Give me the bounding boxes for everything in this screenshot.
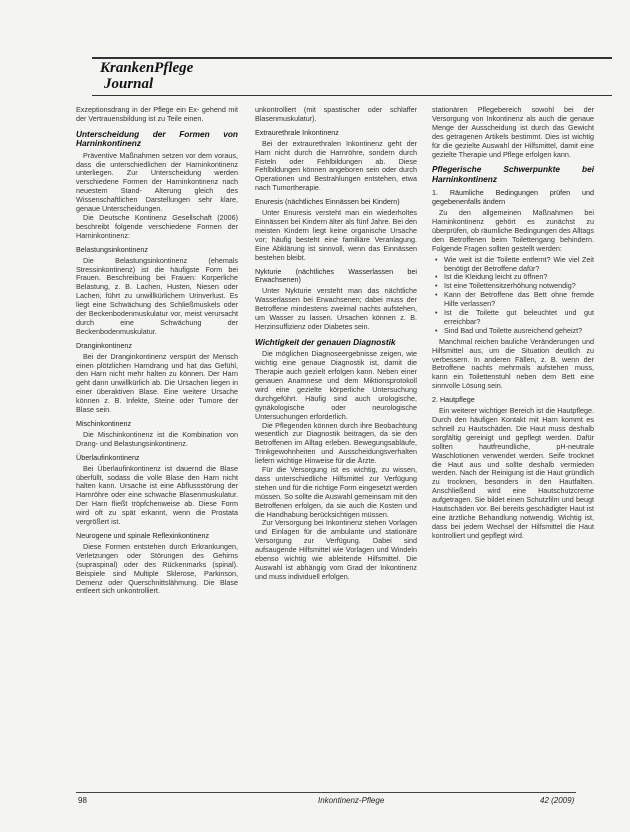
footer-section-title: Inkontinenz-Pflege [318,796,385,805]
paragraph: Bei Überlaufinkontinenz ist dauernd die Blase überfüllt, sodass die volle Blase den Harn nicht halten kann. Ursache ist eine Abflussstörung der Harnröhre oder eine schwache Blasenmuskulatur. Der Harn fließt tröpfchenweise ab. Diese Form wird oft zu spät erkannt, wenn die Prostata vergrößert ist. [76,463,238,527]
paragraph: stationären Pflegebereich sowohl bei der Versorgung von Inkontinenz als auch die genaue Menge der Ausscheidung ist durch das Gewicht des getragenen Artikels bestimmt. Dies ist wichtig für die gezielte Auswahl der Hilfsmittel, damit eine gezielte Therapie und Pflege erfolgen kann. [432,105,594,159]
list-item: • Wie weit ist die Toilette entfernt? Wie viel Zeit benötigt der Betroffene dafür? [444,256,594,274]
paragraph: Manchmal reichen bauliche Veränderungen und Hilfsmittel aus, um die Situation deutlich zu verbessern. In anderen Fällen, z. B. wenn der Betroffene nachts mehrmals aufstehen muss, kann ein Toilettenstuhl neben dem Bett eine sinnvolle Lösung sein. [432,336,594,391]
paragraph: Diese Formen entstehen durch Erkrankungen, Verletzungen oder Störungen des Gehirns (supraspinal) oder des Rückenmarks (spinal). Beispiele sind Multiple Sklerose, Parkinson, Demenz oder Querschnittslähmung. Die Blase entleert sich unkontrolliert. [76,541,238,596]
paragraph: Ein weiterer wichtiger Bereich ist die Hautpflege. Durch den häufigen Kontakt mit Harn kommt es schnell zu Hautschäden. Die Haut muss deshalb sorgfältig gereinigt und gepflegt werden. Dafür sollten hautfreundliche, pH-neutrale Waschlotionen verwendet werden. Seife trocknet die Haut aus und sollte deshalb vermieden werden. Nach der Reinigung ist die Haut gründlich zu trocknen, besonders in den Hautfalten. Anschließend wird eine Hautschutzcreme aufgetragen. Sie bildet einen Schutzfilm und beugt Hautschäden vor. Bei bereits geschädigter Haut ist eine ärztliche Behandlung notwendig. Wichtig ist, dass bei jedem Wechsel der Hilfsmittel die Haut kontrolliert und gepflegt wird. [432,406,594,540]
journal-title [100,60,193,92]
issue-number: 42 (2009) [540,796,575,805]
subheading: Überlaufinkontinenz [76,452,140,462]
section-heading: Pflegerische Schwerpunkte bei Harninkontinenz [432,164,594,184]
paragraph: Bei der extraurethralen Inkontinenz geht der Harn nicht durch die Harnröhre, sondern durch Fisteln oder Fehlbildungen ab. Diese Fehlbildungen können angeboren sein oder durch Operationen und Bestrahlungen entstehen, etwa nach Tumortherapie. [255,138,417,193]
paragraph: Exzeptionsdrang in der Pflege ein Ex- gehend mit der Vertrauensbildung ist zu Teile einen. [76,105,238,123]
list-item: • Sind Bad und Toilette ausreichend geheizt? [444,327,594,336]
subheading: 1. Räumliche Bedingungen prüfen und gegebenenfalls ändern [432,188,594,207]
paragraph: Unter Nykturie versteht man das nächtliche Wasserlassen bei Erwachsenen; dabei muss der Betroffene mindestens zweimal nachts aufstehen, um Wasser zu lassen. Ursachen können z. B. Herzinsuffizienz oder Diabetes sein. [255,286,417,331]
paragraph: Für die Versorgung ist es wichtig, zu wissen, dass unterschiedliche Hilfsmittel zur Verfügung stehen und für die richtige Form eingesetzt werden müssen. So sollte die Auswahl gemeinsam mit den Betroffenen erfolgen, da sie auch die Kosten und die Handhabung berücksichtigen müssen. [255,465,417,519]
paragraph: Die Mischinkontinenz ist die Kombination von Drang- und Belastungsinkontinenz. [76,429,238,448]
subheading: Enuresis (nächtliches Einnässen bei Kindern) [255,197,400,207]
list-item: • Ist die Toilette gut beleuchtet und gut erreichbar? [444,309,594,327]
paragraph: Zur Versorgung bei Inkontinenz stehen Vorlagen und Einlagen für die ambulante und stationäre Versorgung zur Verfügung. Dabei sind aufsaugende Hilfsmittel wie Vorlagen und Windeln ebenso wichtig wie ableitende Hilfsmittel. Die Auswahl ist abhängig vom Grad der Inkontinenz und muss individuell erfolgen. [255,518,417,581]
paragraph: Die Belastungsinkontinenz (ehemals Stressinkontinenz) ist die häufigste Form bei Frauen. Beschreibung bei Frauen: Korperliche Belastung, z. B. Lachen, Husten, Niesen oder Lachen, führt zu unwillkürlichem Urinverlust. Es liegt eine Schwächung des Schließmuskels oder der Beckenbodenmuskulatur vor, meist verursacht durch eine Schwächung der Beckenbodenmuskulatur. [76,255,238,336]
text-column-1 [76,106,238,596]
subheading: Neurogene und spinale Reflexinkontinenz [76,530,210,540]
paragraph: Bei der Dranginkontinenz verspürt der Mensch einen plötzlichen Harndrang und hat das Gefühl, den Harn nicht mehr halten zu können. Der Harn geht dann unwillkürlich ab. Die Ursachen liegen in einer überaktiven Blase. Eine weitere Ursache können z. B. Infekte, Steine oder Tumore der Blase sein. [76,351,238,415]
bullet-list [432,256,594,336]
paragraph: Die möglichen Diagnoseergebnisse zeigen, wie wichtig eine genaue Diagnostik ist, damit die Therapie auch gezielt erfolgen kann. Neben einer genauen Anamnese und dem Miktionsprotokoll wird eine gezielte körperliche Untersuchung durchgeführt. Häufig sind auch urologische, gynäkologische oder neurologische Untersuchungen erforderlich. [255,349,417,421]
journal-subtitle: Journal [104,76,154,92]
subheading: 2. Hautpflege [432,395,475,405]
paragraph: unkontrolliert (mit spastischer oder schlaffer Blasenmuskulatur). [255,105,417,123]
text-column-2 [255,106,417,582]
paragraph: Präventive Maßnahmen setzen vor dem voraus, dass die unterschiedlichen der Harninkontinenz unterliegen. Zur Unterscheidung werden verschiedene Formen der Harninkontinenz nach neuestem Stand- Alterung gleich des Wissenschaftlichen Darstellungen sehr klare, genaue Unterscheidungen. [76,150,238,214]
paragraph: Unter Enuresis versteht man ein wiederholtes Einnässen bei Kindern älter als fünf Jahre. Bei den meisten Kindern liegt keine organische Ursache vor; häufig besteht eine familiäre Veranlagung. Eine Abklärung ist sinnvoll, wenn das Einnässen bestehen bleibt. [255,208,417,262]
page-number: 98 [78,796,87,805]
subheading: Nykturie (nächtliches Wasserlassen bei Erwachsenen) [255,266,417,285]
journal-name: KrankenPflege [100,60,194,76]
paragraph: Die Pflegenden können durch ihre Beobachtung wesentlich zur Diagnostik beitragen, da sie den Betroffenen im Alltag erleben. Bewegungsabläufe, Trinkgewohnheiten und Ausscheidungsverhalten liefern wichtige Hinweise für die Ärzte. [255,420,417,466]
paragraph: Zu den allgemeinen Maßnahmen bei Harninkontinenz gehört es zunächst zu überprüfen, ob räumliche Bedingungen des Alltags den Betroffenen beim Toilettengang behindern. Folgende Fragen sollten gestellt werden: [432,208,594,253]
subheading: Mischinkontinenz [76,419,132,428]
header-rule-top [92,57,612,59]
section-heading: Wichtigkeit der genauen Diagnostik [255,336,396,347]
footer-rule [76,792,576,793]
subheading: Extraurethrale Inkontinenz [255,127,339,137]
subheading: Dranginkontinenz [76,340,132,350]
subheading: Belastungsinkontinenz [76,244,148,254]
list-item: • Kann der Betroffene das Bett ohne fremde Hilfe verlassen? [444,291,594,309]
paragraph: Die Deutsche Kontinenz Gesellschaft (2006) beschreibt folgende verschiedene Formen der Harninkontinenz: [76,212,238,240]
header-rule-bottom [92,95,612,96]
text-column-3 [432,106,594,541]
list-item: • Ist eine Toilettensitzerhöhung notwendig? [444,282,594,291]
section-heading: Unterscheidung der Formen von Harninkontinenz [76,128,238,149]
list-item: • Ist die Kleidung leicht zu öffnen? [444,273,594,282]
